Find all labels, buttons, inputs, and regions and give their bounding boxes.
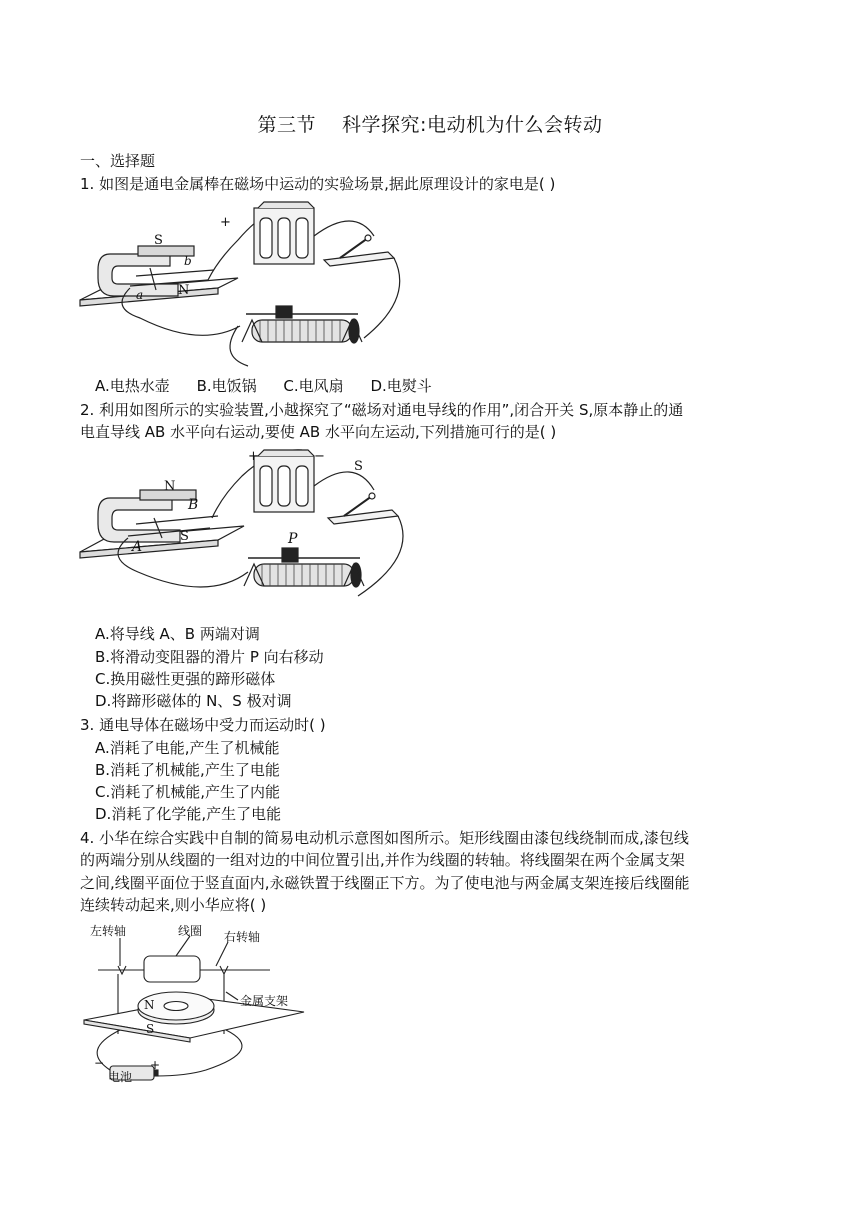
option-c[interactable]: C.电风扇 — [283, 377, 344, 395]
page-title — [0, 114, 860, 136]
question-4-line-3: 之间,线圈平面位于竖直面内,永磁铁置于线圈正下方。为了使电池与两金属支架连接后线圈能 — [80, 874, 690, 892]
q3-option-c[interactable]: C.消耗了机械能,产生了内能 — [95, 783, 281, 801]
label-battery-plus: + — [150, 1058, 161, 1072]
figure-label-switch-s: S — [354, 459, 363, 474]
section-heading: 一、选择题 — [80, 152, 156, 170]
q3-option-b[interactable]: B.消耗了机械能,产生了电能 — [95, 761, 280, 779]
question-2 — [80, 399, 683, 421]
figure-label-s: S — [154, 233, 163, 248]
q2-option-a[interactable]: A.将导线 A、B 两端对调 — [95, 625, 260, 643]
question-text-line-1: 小华在综合实践中自制的简易电动机示意图如图所示。矩形线圈由漆包线绕制而成,漆包线 — [99, 829, 689, 847]
label-magnet-n: N — [144, 998, 155, 1012]
q1-options — [95, 375, 454, 397]
figure-label-plus: + — [220, 215, 231, 230]
question-3 — [80, 714, 326, 736]
figure-label-b: B — [188, 497, 199, 513]
figure-label-p: P — [288, 531, 298, 547]
question-4-line-2: 的两端分别从线圈的一组对边的中间位置引出,并作为线圈的转轴。将线圈架在两个金属支架 — [80, 851, 685, 869]
figure-q1-apparatus — [78, 196, 418, 372]
option-a[interactable]: A.电热水壶 — [95, 377, 170, 395]
question-2-line-2: 电直导线 AB 水平向右运动,要使 AB 水平向左运动,下列措施可行的是( ) — [80, 423, 557, 441]
question-number: 1. — [80, 175, 95, 193]
figure-label-plus: + — [248, 449, 259, 464]
label-left-axle: 左转轴 — [90, 924, 127, 938]
question-1 — [80, 173, 555, 195]
figure-label-a: A — [132, 539, 143, 555]
label-battery: 电池 — [108, 1070, 133, 1084]
question-number: 4. — [80, 829, 95, 847]
figure-label-a: a — [136, 288, 144, 302]
label-battery-minus: − — [94, 1056, 105, 1070]
title-section-number: 第三节 — [257, 114, 317, 136]
q2-option-c[interactable]: C.换用磁性更强的蹄形磁体 — [95, 670, 276, 688]
figure-label-minus: − — [314, 449, 325, 464]
question-text: 如图是通电金属棒在磁场中运动的实验场景,据此原理设计的家电是( ) — [99, 175, 556, 193]
q3-option-a[interactable]: A.消耗了电能,产生了机械能 — [95, 739, 280, 757]
q2-option-d[interactable]: D.将蹄形磁体的 N、S 极对调 — [95, 692, 292, 710]
q3-option-d[interactable]: D.消耗了化学能,产生了电能 — [95, 805, 282, 823]
figure-q4-motor — [80, 920, 310, 1090]
option-b[interactable]: B.电饭锅 — [196, 377, 257, 395]
question-text-line-1: 利用如图所示的实验装置,小越探究了“磁场对通电导线的作用”,闭合开关 S,原本静止的通 — [99, 401, 684, 419]
q2-option-b[interactable]: B.将滑动变阻器的滑片 P 向右移动 — [95, 648, 324, 666]
figure-q2-apparatus — [78, 446, 418, 616]
question-number: 3. — [80, 716, 95, 734]
figure-label-s: S — [180, 529, 189, 544]
label-metal-support: 金属支架 — [240, 994, 289, 1008]
question-text: 通电导体在磁场中受力而运动时( ) — [99, 716, 326, 734]
label-right-axle: 右转轴 — [224, 930, 261, 944]
figure-label-n: N — [178, 283, 190, 298]
option-d[interactable]: D.电熨斗 — [370, 377, 432, 395]
label-coil: 线圈 — [178, 924, 203, 938]
question-4 — [80, 827, 689, 849]
label-magnet-s: S — [146, 1022, 155, 1036]
figure-label-n: N — [164, 479, 176, 494]
title-topic: 科学探究:电动机为什么会转动 — [342, 114, 603, 136]
figure-label-b: b — [184, 254, 192, 268]
question-4-line-4: 连续转动起来,则小华应将( ) — [80, 896, 267, 914]
question-number: 2. — [80, 401, 95, 419]
